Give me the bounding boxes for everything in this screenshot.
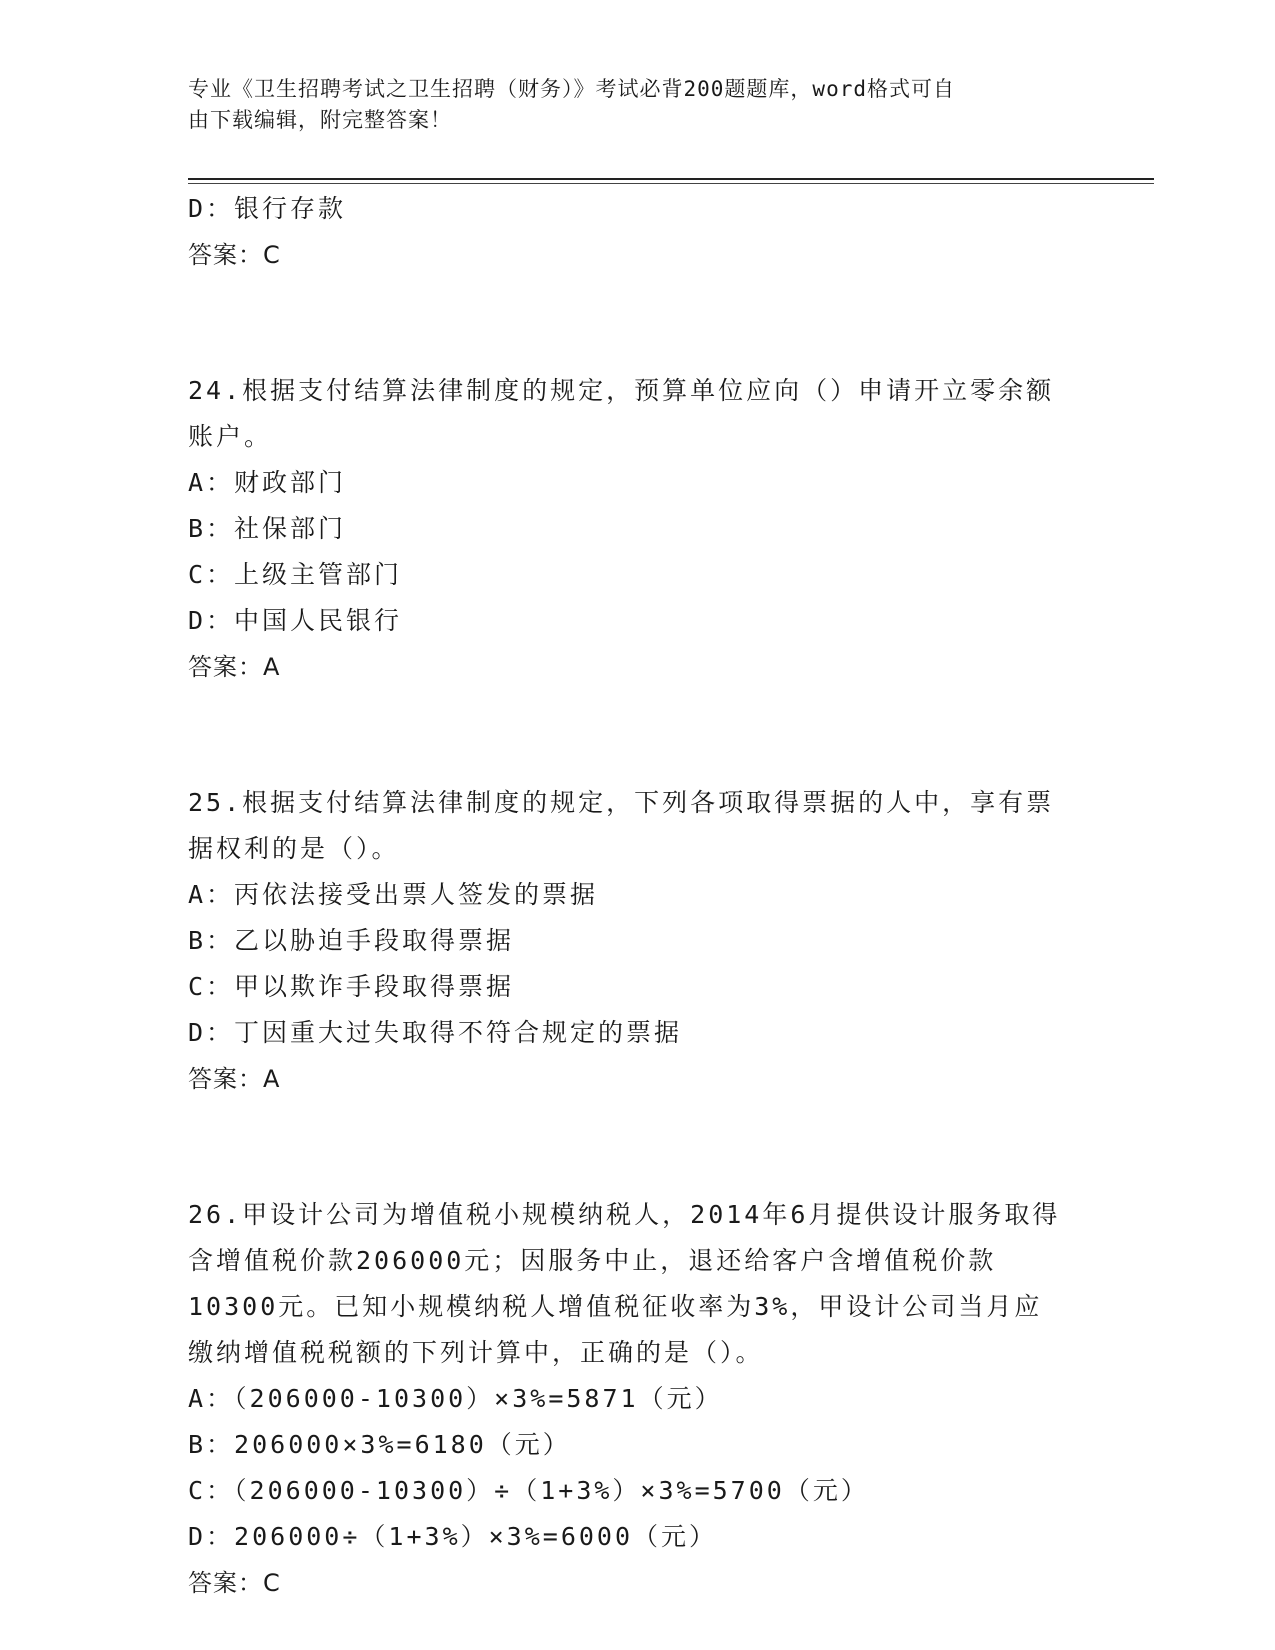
question-text-line: 账户。 [188,422,273,451]
answer: 答案：A [188,653,281,681]
header-rule-thick [188,178,1154,180]
previous-question-tail [188,186,1088,278]
option-d: D：中国人民银行 [188,606,403,635]
option-a: A：财政部门 [188,468,347,497]
answer: 答案：A [188,1065,281,1093]
question-25 [188,780,1088,1102]
document-body [188,186,1088,1606]
option-d: D：206000÷（1+3%）×3%=6000（元） [188,1522,718,1551]
option-b: B：206000×3%=6180（元） [188,1430,571,1459]
option-d: D：银行存款 [188,194,347,223]
option-c: C：（206000-10300）÷（1+3%）×3%=5700（元） [188,1476,869,1505]
question-text-line: 24.根据支付结算法律制度的规定，预算单位应向（）申请开立零余额 [188,376,1055,405]
question-24 [188,368,1088,690]
question-text-line: 据权利的是（）。 [188,834,400,863]
question-text-line: 10300元。已知小规模纳税人增值税征收率为3%，甲设计公司当月应 [188,1292,1043,1321]
option-c: C：甲以欺诈手段取得票据 [188,972,515,1001]
option-a: A：丙依法接受出票人签发的票据 [188,880,599,909]
question-text-line: 26.甲设计公司为增值税小规模纳税人，2014年6月提供设计服务取得 [188,1200,1061,1229]
option-c: C：上级主管部门 [188,560,403,589]
answer: 答案：C [188,1569,281,1597]
question-text-line: 缴纳增值税税额的下列计算中，正确的是（）。 [188,1338,764,1367]
option-b: B：乙以胁迫手段取得票据 [188,926,515,955]
question-26 [188,1192,1088,1606]
header-line-1: 专业《卫生招聘考试之卫生招聘（财务）》考试必背200题题库，word格式可自 [188,77,955,101]
option-b: B：社保部门 [188,514,347,543]
answer: 答案：C [188,241,281,269]
option-a: A：（206000-10300）×3%=5871（元） [188,1384,723,1413]
header-rule-thin [188,183,1154,184]
document-header [188,74,1068,136]
question-text-line: 25.根据支付结算法律制度的规定，下列各项取得票据的人中，享有票 [188,788,1055,817]
question-text-line: 含增值税价款206000元；因服务中止，退还给客户含增值税价款 [188,1246,997,1275]
option-d: D：丁因重大过失取得不符合规定的票据 [188,1018,683,1047]
header-line-2: 由下载编辑，附完整答案！ [188,108,452,132]
